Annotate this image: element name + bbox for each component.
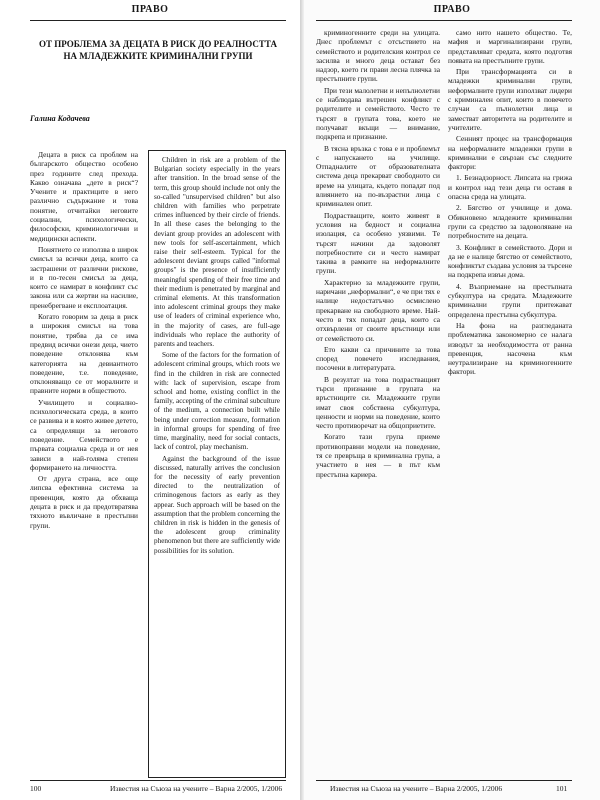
article-author: Галина Кодачева [30,114,90,123]
paragraph: Децата в риск са проблем на българското общество особено през годините след прехода. Какво означава „дете в риск“? Учените и практиците в него различно съдържание и това понятие, отчитайки неговите социални, психологически, философски, криминологични и медицински аспекти. [30,150,138,243]
title-line-2: НА МЛАДЕЖКИТЕ КРИМИНАЛНИ ГРУПИ [63,51,253,61]
footer-rule-left [30,780,286,781]
header-rule-right [316,20,572,21]
paragraph: Характерно за младежките групи, наричани „неформални“, е че при тях е налице недостатъчно осмислено прекарване на свободното време. Най-често в тях попадат деца, които са отхвърлени от своите връстници или от семейството си. [316,277,440,343]
paragraph: При тези малолетни и непълнолетни се наблюдава вътрешен конфликт с родителите и семейството. Често те търсят в групата това, което не получават вкъщи — внимание, подкрепа и признание. [316,85,440,142]
abstract-paragraph: Against the background of the issue discussed, naturally arrives the conclusion for the necessity of early prevention directed to the neutralization of criminogenous factors as early as they appear. Such approach will be based on the assumption that the problem concerning the children in risk is hidden in the genesis of the adolescent group criminality phenomenon but there are sufficiently wide possibilities for its solution. [154,454,280,555]
paragraph: В тясна връзка с това е и проблемът с напускането на училище. Отпадналите от образователната система деца прекарват свободното си време на улицата, където попадат под влиянието на по-възрастни лица с криминален опит. [316,143,440,209]
article-title [30,38,286,62]
paragraph: криминогенните среди на улицата. Днес проблемът с отсъствието на семейството и родителския контрол се засилва и много деца остават без надзор, което ги прави лесна плячка за престъпните групи. [316,28,440,84]
numbered-item: 3. Конфликт в семейството. Дори и да не е налице бягство от семейството, конфликтът създава условия за търсене на подкрепа извън дома. [448,242,572,280]
paragraph: Ето какви са причините за това според повечето изследвания, посочени в литературата. [316,344,440,373]
right-column-b-text [448,28,572,776]
english-abstract-box [148,150,286,778]
numbered-item: 1. Безнадзорност. Липсата на грижа и контрол над тези деца ги оставя в опасна среда на улицата. [448,173,572,202]
running-head-left: ПРАВО [131,4,169,15]
footer-rule-right [316,780,572,781]
right-column-a-text [316,28,440,776]
header-rule-left [30,20,286,21]
paragraph: Понятието се използва в широк смисъл за всички деца, които са застрашени от различни рискове, и в по-тесен смисъл за деца, които се намират в конфликт със закона или са жертви на насилие, пренебрегване и експлоатация. [30,244,138,310]
page-number-right: 101 [556,784,568,793]
paragraph: само нито нашето общество. Те, мафия и маргинализирани групи, представляват средата, която подготвя появата на престъпните групи. [448,28,572,65]
numbered-item: 2. Бягство от училище и дома. Обикновено младежите криминални групи са средство за задоволяване на потребностите на децата. [448,203,572,241]
abstract-paragraph: Some of the factors for the formation of adolescent criminal groups, which roots we find in the children in risk are connected with: lack of supervision, escape from school and home, existing conflict in the family, accepting of the criminal subculture of the medium, a connection built while being under correction measure, formation in informal groups for spending of free time, marginality, need for social contacts, lack of control, play mechanism. [154,351,280,452]
paragraph: От друга страна, все още липсва ефективна система за превенция, която да обхваща децата в риск и да предотвратява тяхното въвличане в престъпни групи. [30,474,138,530]
journal-footer-left: Известия на Съюза на учените – Варна 2/2005, 1/2006 [110,784,283,793]
paragraph: Когато говорим за деца в риск в широкия смисъл на това понятие, трябва да се има предвид всички онези деца, чието поведение отклонява към категорията на девиантното поведение, т.е. поведение, отклоняващо се от моралните и правните норми в обществото. [30,312,138,396]
paragraph: Училището и социално-психологическата среда, в които се развива и в която живее детето, са определящи за неговото поведение. Семейството е първата социална среда и от нея зависи в най-голяма степен формирането на личността. [30,397,138,472]
paragraph: В резултат на това подрастващият търси признание в групата на връстниците си. Младежките групи имат своя собствена субкултура, ценности и норми на поведение, които често противоречат на общоприетите. [316,374,440,431]
numbered-item: 4. Възприемане на престъпната субкултура на средата. Младежките криминални групи притежават определена престъпна субкултура. [448,281,572,319]
paragraph: При трансформацията си в младежки криминални групи, неформалните групи използват лидери с криминален опит, които в повечето случаи са пълнолетни лица и заместват авторитета на родителите и учителите. [448,67,572,132]
left-column-text [30,150,138,778]
paragraph: Сенният процес на трансформация на неформалните младежки групи в криминални е свързан със следните фактори: [448,134,572,172]
page-number-left: 100 [30,784,42,793]
abstract-paragraph: Children in risk are a problem of the Bulgarian society especially in the years after transition. In the broad sense of the term, this group should include not only the so-called "unsupervised children" but also children with families who perpetrate crimes influenced by their circle of friends. In all these cases the belonging to the deviant group provides an adolescent with new tools for self-ascertainment, which raise their self-esteem. Typical for the adolescent deviant groups called "informal groups" is the presence of insufficiently meaningful spending of their free time and their medium is penetrated by marginal and criminal elements. At this transformation into adolescent criminal groups they make use of leaders of criminal experience who, in the majority of cases, are full-age individuals who replace the authority of parents and teachers. [154,156,280,349]
running-head-right: ПРАВО [433,4,471,15]
paragraph: Когато тази група приеме противоправни модели на поведение, тя се превръща в криминална група, а участието в нея — в път към престъпна кариера. [316,432,440,479]
journal-footer-right: Известия на Съюза на учените – Варна 2/2005, 1/2006 [330,784,503,793]
title-line-1: ОТ ПРОБЛЕМА ЗА ДЕЦАТА В РИСК ДО РЕАЛНОСТТА [39,39,277,49]
paragraph: На фона на разгледаната проблематика закономерно се налага изводът за необходимостта от ранна превенция, насочена към неутрализиране на криминогенните фактори. [448,320,572,377]
paragraph: Подрастващите, които живеят в условия на бедност и социална изолация, са особено уязвими. Те търсят начини да задоволят потребностите си и често намират такива в рамките на неформалните групи. [316,210,440,276]
